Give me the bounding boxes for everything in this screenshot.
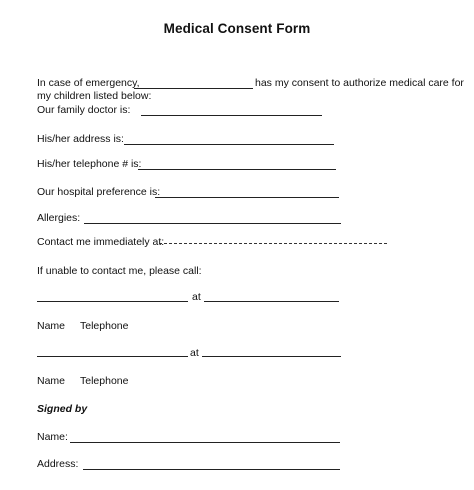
alt-contact-1-telephone-field[interactable]	[204, 301, 339, 302]
allergies-label: Allergies:	[37, 212, 81, 224]
alt-contact-1-name-field[interactable]	[37, 301, 188, 302]
family-doctor-field[interactable]	[141, 115, 322, 116]
name-column-label-2: Name	[37, 375, 66, 387]
telephone-field[interactable]	[138, 169, 336, 170]
alt-contact-2-name-field[interactable]	[37, 356, 188, 357]
address-field[interactable]	[124, 144, 334, 145]
page-title: Medical Consent Form	[163, 21, 311, 36]
children-listed-label: my children listed below:	[37, 90, 152, 102]
emergency-suffix-label: has my consent to authorize medical care for	[255, 77, 464, 89]
at-label-2: at	[190, 347, 199, 359]
emergency-prefix-label: In case of emergency,	[37, 77, 140, 89]
signer-name-field[interactable]	[70, 442, 340, 443]
at-label-1: at	[192, 291, 201, 303]
hospital-field[interactable]	[155, 197, 339, 198]
telephone-column-label-2: Telephone	[80, 375, 129, 387]
alt-contact-2-telephone-field[interactable]	[202, 356, 341, 357]
signer-address-label: Address:	[37, 458, 79, 470]
family-doctor-label: Our family doctor is:	[37, 104, 131, 116]
signer-address-field[interactable]	[83, 469, 340, 470]
address-label: His/her address is:	[37, 133, 124, 145]
name-column-label-1: Name	[37, 320, 66, 332]
contact-field[interactable]	[159, 243, 387, 244]
hospital-label: Our hospital preference is:	[37, 186, 161, 198]
signed-by-heading: Signed by	[37, 403, 88, 415]
contact-label: Contact me immediately at:	[37, 236, 165, 248]
allergies-field[interactable]	[84, 223, 341, 224]
signer-name-label: Name:	[37, 431, 68, 443]
telephone-label: His/her telephone # is:	[37, 158, 142, 170]
unable-contact-label: If unable to contact me, please call:	[37, 265, 202, 277]
telephone-column-label-1: Telephone	[80, 320, 129, 332]
emergency-guardian-field[interactable]	[134, 88, 253, 89]
